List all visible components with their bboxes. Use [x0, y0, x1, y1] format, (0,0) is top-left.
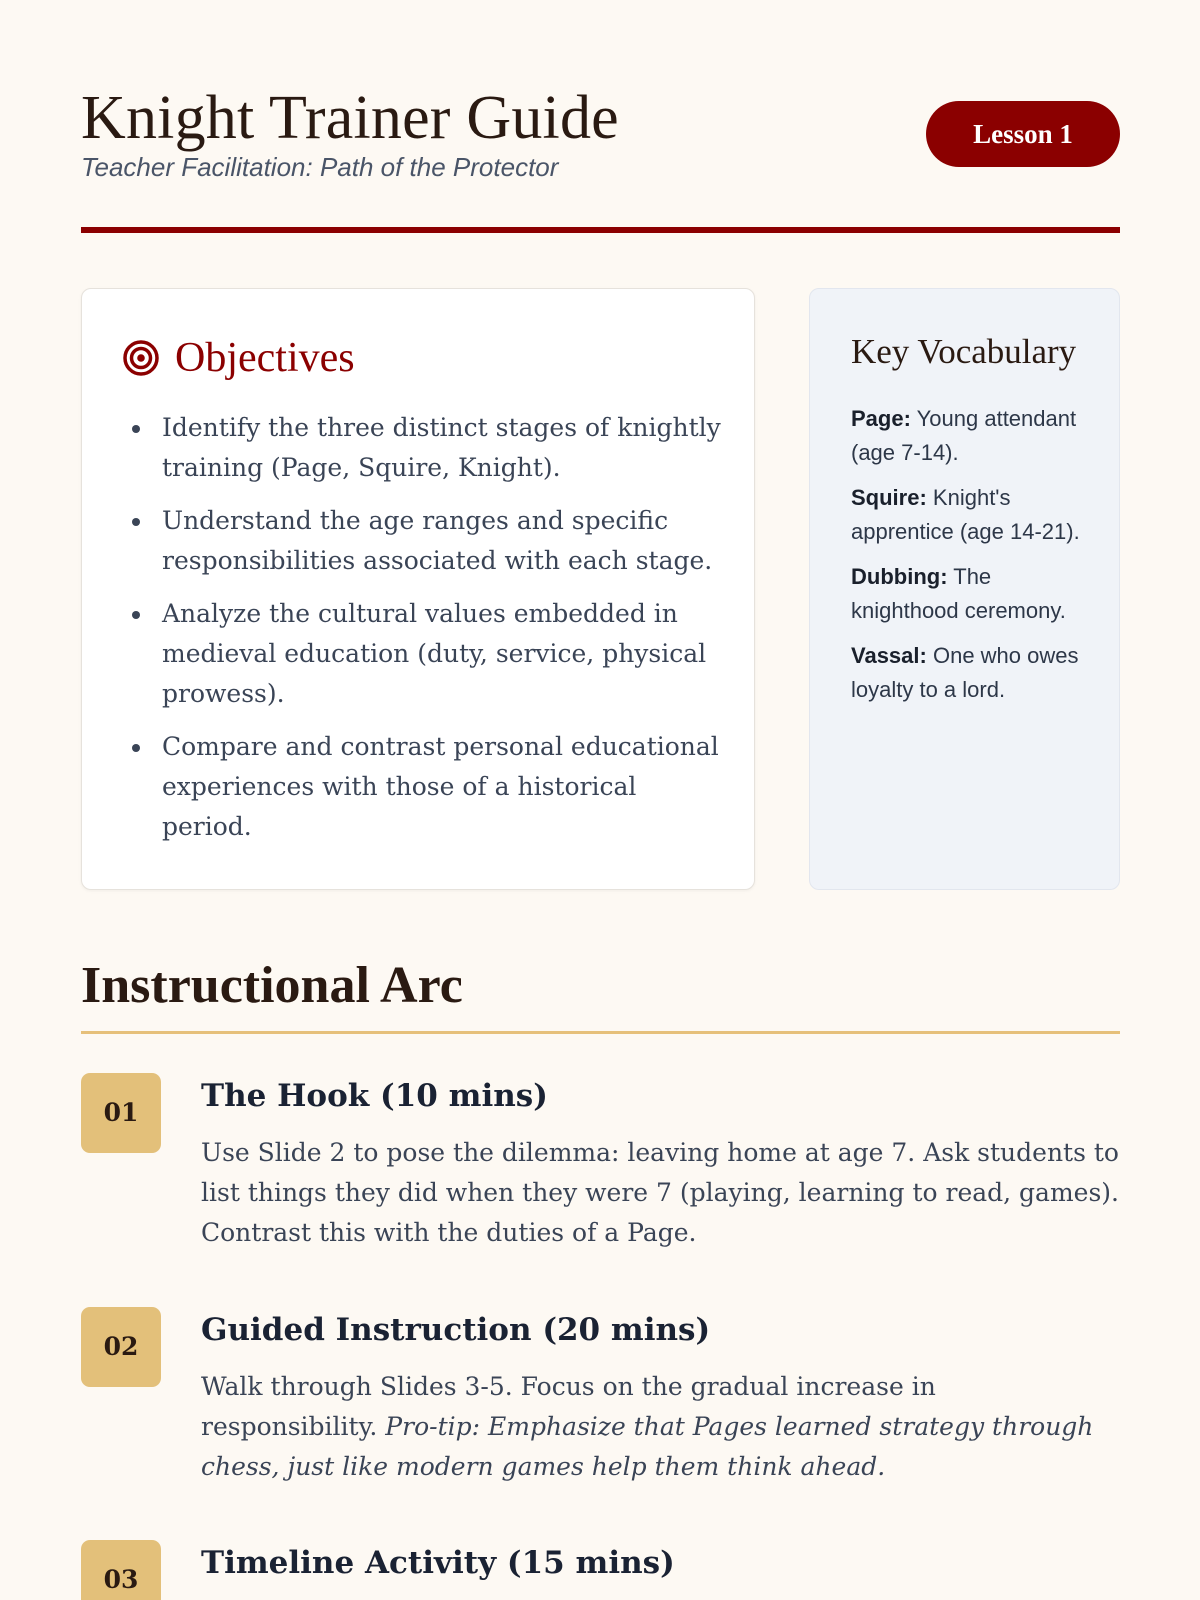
- step-number: 02: [81, 1307, 161, 1387]
- vocab-item: [851, 402, 1101, 470]
- section-divider: [81, 1031, 1120, 1034]
- step-title: Timeline Activity (15 mins): [201, 1545, 675, 1581]
- objectives-title: Objectives: [175, 335, 355, 381]
- page-title: Knight Trainer Guide: [81, 84, 619, 152]
- vocab-item: [851, 481, 1101, 549]
- step-number: 03: [81, 1540, 161, 1600]
- objective-item: Analyze the cultural values embedded in medieval education (duty, service, physical prowess).: [162, 594, 732, 714]
- vocab-item: [851, 639, 1101, 707]
- step-number: 01: [81, 1073, 161, 1153]
- vocab-term: Vassal:: [851, 643, 927, 668]
- vocab-term: Dubbing:: [851, 564, 948, 589]
- step-body: [201, 1367, 1120, 1487]
- lesson-badge: Lesson 1: [926, 101, 1120, 167]
- vocab-definition: One who owes loyalty to a lord.: [851, 643, 1079, 702]
- vocabulary-list: [851, 402, 1101, 718]
- objectives-list: [162, 408, 732, 860]
- vocab-definition: Knight's apprentice (age 14-21).: [851, 485, 1080, 544]
- step-title: The Hook (10 mins): [201, 1078, 548, 1114]
- vocab-term: Page:: [851, 406, 911, 431]
- lesson-guide-page: [81, 0, 1120, 1594]
- step-tip: Pro-tip: Emphasize that Pages learned strategy through chess, just like modern games help them think ahead.: [201, 1412, 1094, 1481]
- objective-item: Identify the three distinct stages of knightly training (Page, Squire, Knight).: [162, 408, 732, 488]
- vocab-definition: Young attendant (age 7-14).: [851, 406, 1077, 465]
- header: [81, 0, 1120, 234]
- header-divider: [81, 227, 1120, 233]
- step-text: Walk through Slides 3-5. Focus on the gradual increase in responsibility.: [201, 1372, 936, 1441]
- page-subtitle: Teacher Facilitation: Path of the Protector: [81, 152, 559, 182]
- target-icon: [123, 340, 159, 376]
- vocab-item: [851, 560, 1101, 628]
- objective-item: Compare and contrast personal educational experiences with those of a historical period.: [162, 727, 732, 847]
- step-text: Use Slide 2 to pose the dilemma: leaving home at age 7. Ask students to list things they did when they were 7 (playing, learning to read, games). Contrast this with the duties of a Page.: [201, 1138, 1119, 1247]
- vocab-definition: The knighthood ceremony.: [851, 564, 1066, 623]
- section-title: Instructional Arc: [81, 957, 463, 1014]
- objective-item: Understand the age ranges and specific responsibilities associated with each stage.: [162, 501, 732, 581]
- vocabulary-title: Key Vocabulary: [851, 332, 1077, 371]
- step-body: [201, 1133, 1120, 1253]
- step-title: Guided Instruction (20 mins): [201, 1312, 711, 1348]
- vocab-term: Squire:: [851, 485, 927, 510]
- objectives-heading: [123, 330, 355, 386]
